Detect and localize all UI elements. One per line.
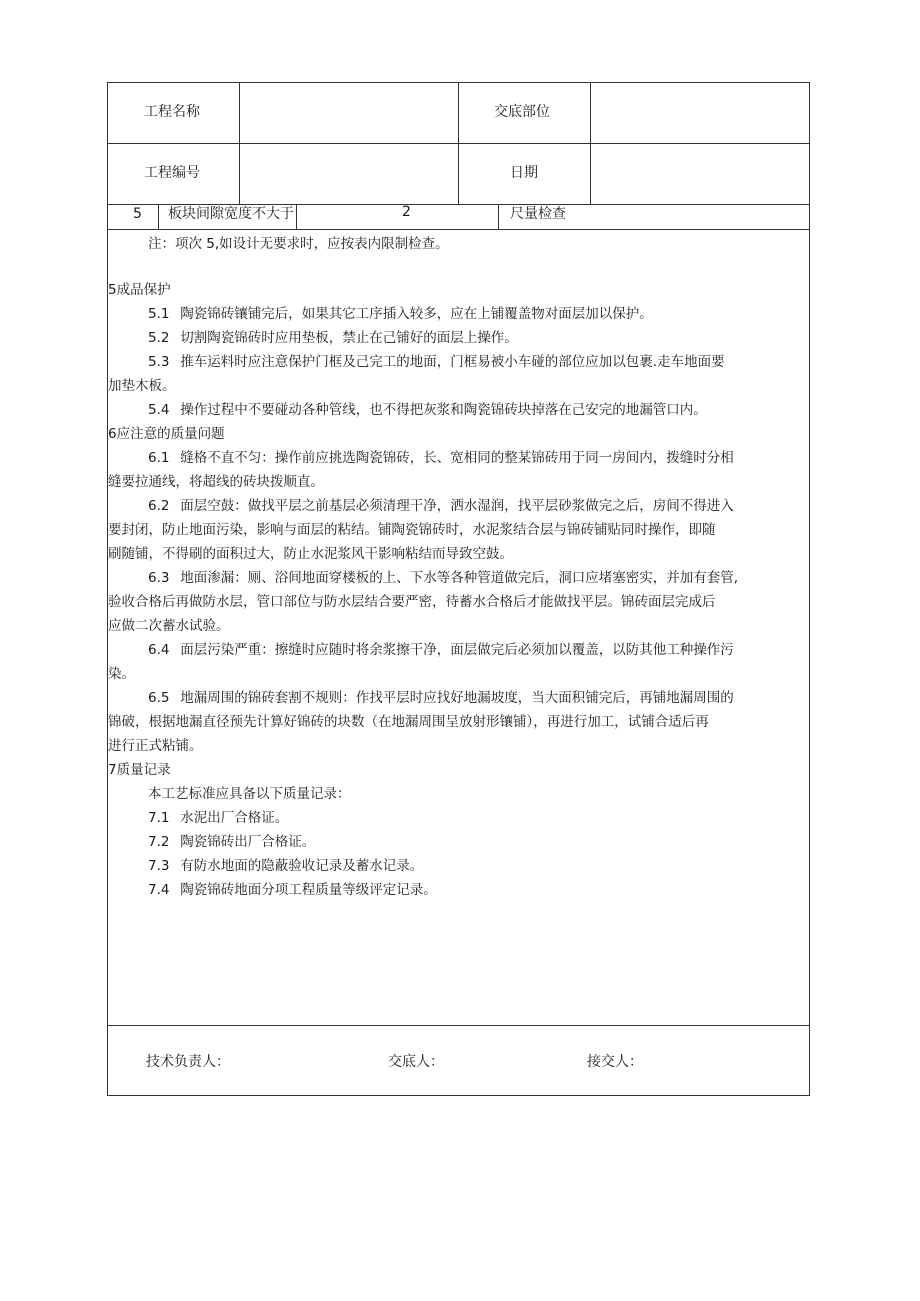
item-6-1 — [108, 446, 812, 470]
discloser-label: 交底人： — [388, 1054, 444, 1070]
item-5-4 — [108, 398, 812, 422]
item-5-2 — [108, 326, 812, 350]
item-6-5-cont-2: 进行正式粘铺。 — [108, 738, 203, 754]
item-number: 7.3 — [148, 858, 170, 874]
section-7-title: 7质量记录 — [108, 762, 171, 778]
item-5-3-cont: 加垫木板。 — [108, 378, 176, 394]
item-text: 面层污染严重：擦缝时应随时将余浆擦干净，面层做完后必须加以覆盖，以防其他工种操作污 — [180, 642, 734, 658]
receiver-label: 接交人： — [587, 1054, 643, 1070]
item-6-2 — [108, 494, 812, 518]
project-no-label: 工程编号 — [144, 165, 200, 181]
rule-footer — [107, 1025, 810, 1026]
item-6-3 — [108, 566, 812, 590]
item-text: 推车运料时应注意保护门框及己完工的地面，门框易被小车碰的部位应加以包裹.走车地面要 — [180, 354, 725, 370]
inspection-index: 5 — [133, 206, 142, 222]
item-number: 6.4 — [148, 642, 170, 658]
section-5-title: 5成品保护 — [108, 282, 171, 298]
item-text: 陶瓷锦砖出厂合格证。 — [180, 834, 316, 850]
item-number: 6.3 — [148, 570, 170, 586]
inspection-item: 板块间隙宽度不大于 — [168, 206, 294, 222]
item-text: 地漏周围的锦砖套割不规则：作找平层时应找好地漏坡度，当大面积铺完后，再铺地漏周围的 — [180, 690, 734, 706]
col-rule-1 — [239, 82, 240, 204]
item-text: 操作过程中不要碰动各种管线，也不得把灰浆和陶瓷锦砖块掉落在己安完的地漏管口内。 — [180, 402, 707, 418]
tech-lead-label: 技术负责人： — [146, 1054, 230, 1070]
item-7-1 — [108, 806, 812, 830]
item-number: 7.2 — [148, 834, 170, 850]
item-5-1 — [108, 302, 812, 326]
item-text: 面层空鼓：做找平层之前基层必须清理干净，洒水湿润，找平层砂浆做完之后，房间不得进入 — [180, 498, 734, 514]
item-number: 7.4 — [148, 882, 170, 898]
item-number: 5.4 — [148, 402, 170, 418]
item-6-5-cont-1: 锦破，根据地漏直径预先计算好锦砖的块数（在地漏周围呈放射形镶铺），再进行加工，试铺合适后再 — [108, 714, 709, 730]
row-rule-2 — [296, 204, 297, 229]
item-number: 6.2 — [148, 498, 170, 514]
item-number: 5.2 — [148, 330, 170, 346]
inspection-method: 尺量检查 — [510, 206, 566, 222]
note-text: 注：项次 5,如设计无要求时，应按表内限制检查。 — [148, 236, 449, 252]
item-6-4-cont: 染。 — [108, 666, 135, 682]
item-text: 陶瓷锦砖镶铺完后，如果其它工序插入较多，应在上铺覆盖物对面层加以保护。 — [180, 306, 653, 322]
item-6-1-cont: 缝要拉通线，将超线的砖块拨顺直。 — [108, 474, 324, 490]
item-number: 5.3 — [148, 354, 170, 370]
item-text: 地面渗漏：厕、浴间地面穿楼板的上、下水等各种管道做完后，洞口应堵塞密实，并加有套管, — [180, 570, 739, 586]
col-rule-3 — [590, 82, 591, 204]
item-number: 7.1 — [148, 810, 170, 826]
item-number: 5.1 — [148, 306, 170, 322]
inspection-value: 2 — [402, 204, 411, 220]
row-rule-3 — [498, 204, 499, 229]
rule-inspection-row — [107, 229, 810, 230]
item-6-4 — [108, 638, 812, 662]
item-7-4 — [108, 878, 812, 902]
item-text: 缝格不直不匀：操作前应挑选陶瓷锦砖，长、宽相同的整某锦砖用于同一房间内，拨缝时分相 — [180, 450, 734, 466]
section-6-title: 6应注意的质量问题 — [108, 426, 225, 442]
date-label: 日期 — [510, 165, 538, 181]
item-6-2-cont-1: 要封闭，防止地面污染，影响与面层的粘结。铺陶瓷锦砖时，水泥浆结合层与锦砖铺贴同时操作，即随 — [108, 522, 716, 538]
item-number: 6.1 — [148, 450, 170, 466]
item-6-2-cont-2: 刷随铺，不得刷的面积过大，防止水泥浆风干影响粘结而导致空鼓。 — [108, 546, 513, 562]
document-body — [108, 232, 812, 902]
handover-part-label: 交底部位 — [494, 104, 550, 120]
item-text: 水泥出厂合格证。 — [180, 810, 289, 826]
item-6-5 — [108, 686, 812, 710]
item-text: 陶瓷锦砖地面分项工程质量等级评定记录。 — [180, 882, 437, 898]
item-7-3 — [108, 854, 812, 878]
col-rule-2 — [458, 82, 459, 204]
item-6-3-cont-2: 应做二次蓄水试验。 — [108, 618, 230, 634]
item-text: 有防水地面的隐蔽验收记录及蓄水记录。 — [180, 858, 424, 874]
row-rule-1 — [158, 204, 159, 229]
section-7-intro: 本工艺标准应具备以下质量记录： — [148, 786, 351, 802]
item-7-2 — [108, 830, 812, 854]
item-text: 切割陶瓷锦砖时应用垫板，禁止在己铺好的面层上操作。 — [180, 330, 518, 346]
item-6-3-cont-1: 验收合格后再做防水层，管口部位与防水层结合要严密，待蓄水合格后才能做找平层。锦砖面层完成后 — [108, 594, 716, 610]
item-5-3 — [108, 350, 812, 374]
item-number: 6.5 — [148, 690, 170, 706]
project-name-label: 工程名称 — [144, 104, 200, 120]
